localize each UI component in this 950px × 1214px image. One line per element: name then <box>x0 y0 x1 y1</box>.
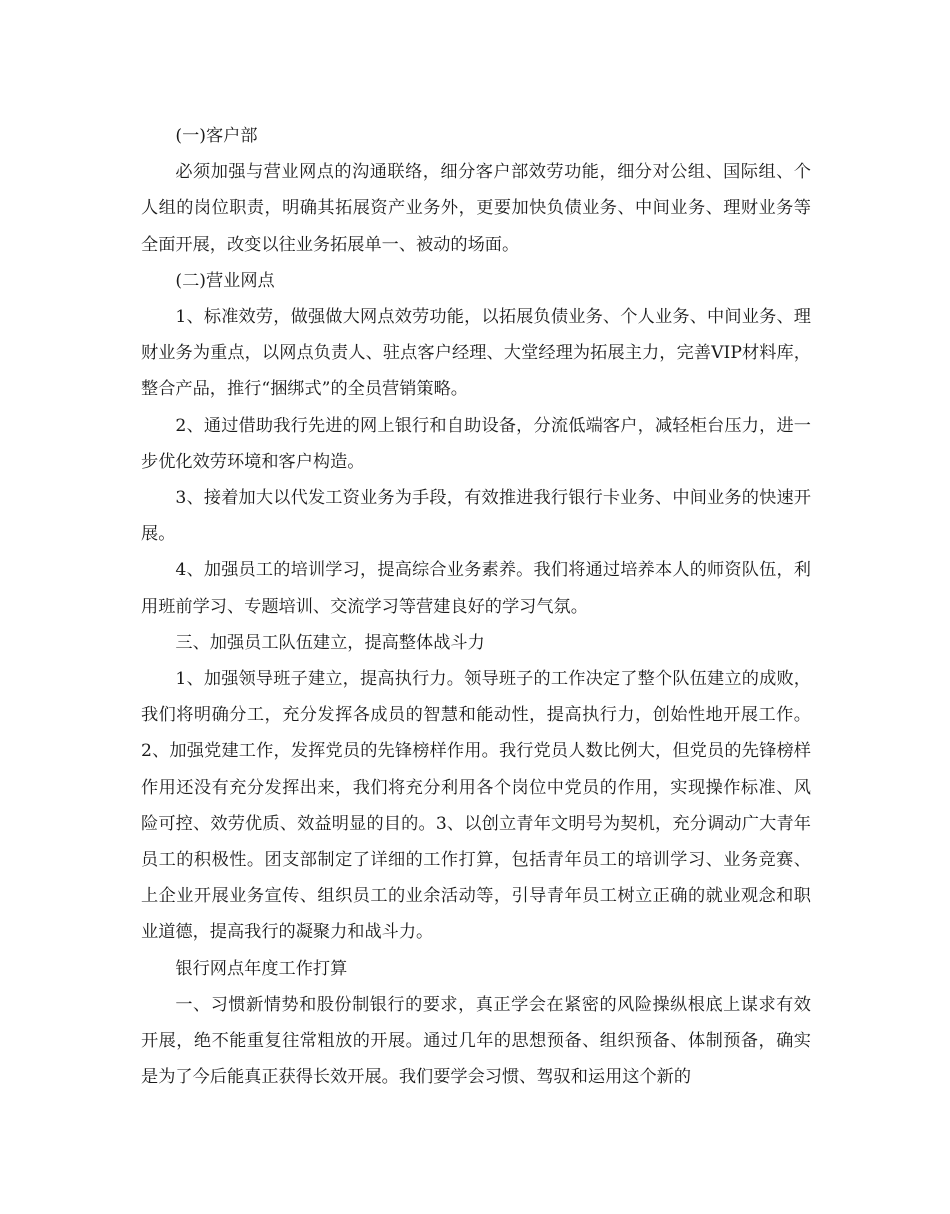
document-body <box>141 118 811 1095</box>
paragraph: 必须加强与营业网点的沟通联络，细分客户部效劳功能，细分对公组、国际组、个人组的岗位职责，明确其拓展资产业务外，更要加快负债业务、中间业务、理财业务等全面开展，改变以往业务拓展单一、被动的场面。 <box>141 162 811 255</box>
paragraph: 2、通过借助我行先进的网上银行和自助设备，分流低端客户，减轻柜台压力，进一步优化效劳环境和客户构造。 <box>141 415 811 472</box>
paragraph: 4、加强员工的培训学习，提高综合业务素养。我们将通过培养本人的师资队伍，利用班前学习、专题培训、交流学习等营建良好的学习气氛。 <box>141 560 811 617</box>
paragraph: 1、加强领导班子建立，提高执行力。领导班子的工作决定了整个队伍建立的成败，我们将明确分工，充分发挥各成员的智慧和能动性，提高执行力，创始性地开展工作。2、加强党建工作，发挥党员的先锋榜样作用。我行党员人数比例大，但党员的先锋榜样作用还没有充分发挥出来，我们将充分利用各个岗位中党员的作用，实现操作标准、风险可控、效劳优质、效益明显的目的。3、以创立青年文明号为契机，充分调动广大青年员工的积极性。团支部制定了详细的工作打算，包括青年员工的培训学习、业务竞赛、上企业开展业务宣传、组织员工的业余活动等，引导青年员工树立正确的就业观念和职业道德，提高我行的凝聚力和战斗力。 <box>141 669 811 943</box>
section-heading-business-outlets: (二)营业网点 <box>175 270 275 291</box>
paragraph: 一、习惯新情势和股份制银行的要求，真正学会在紧密的风险操纵根底上谋求有效开展，绝不能重复往常粗放的开展。通过几年的思想预备、组织预备、体制预备，确实是为了今后能真正获得长效开展。我们要学会习惯、驾驭和运用这个新的 <box>141 994 811 1088</box>
section-heading-staff-team: 三、加强员工队伍建立，提高整体战斗力 <box>175 632 485 653</box>
paragraph: 1、标准效劳，做强做大网点效劳功能，以拓展负债业务、个人业务、中间业务、理财业务为重点，以网点负责人、驻点客户经理、大堂经理为拓展主力，完善VIP材料库，整合产品，推行“捆绑式”的全员营销策略。 <box>141 307 811 400</box>
section-heading-annual-plan: 银行网点年度工作打算 <box>175 958 348 979</box>
paragraph: 3、接着加大以代发工资业务为手段，有效推进我行银行卡业务、中间业务的快速开展。 <box>141 488 811 545</box>
section-heading-customer-dept: (一)客户部 <box>175 126 258 146</box>
